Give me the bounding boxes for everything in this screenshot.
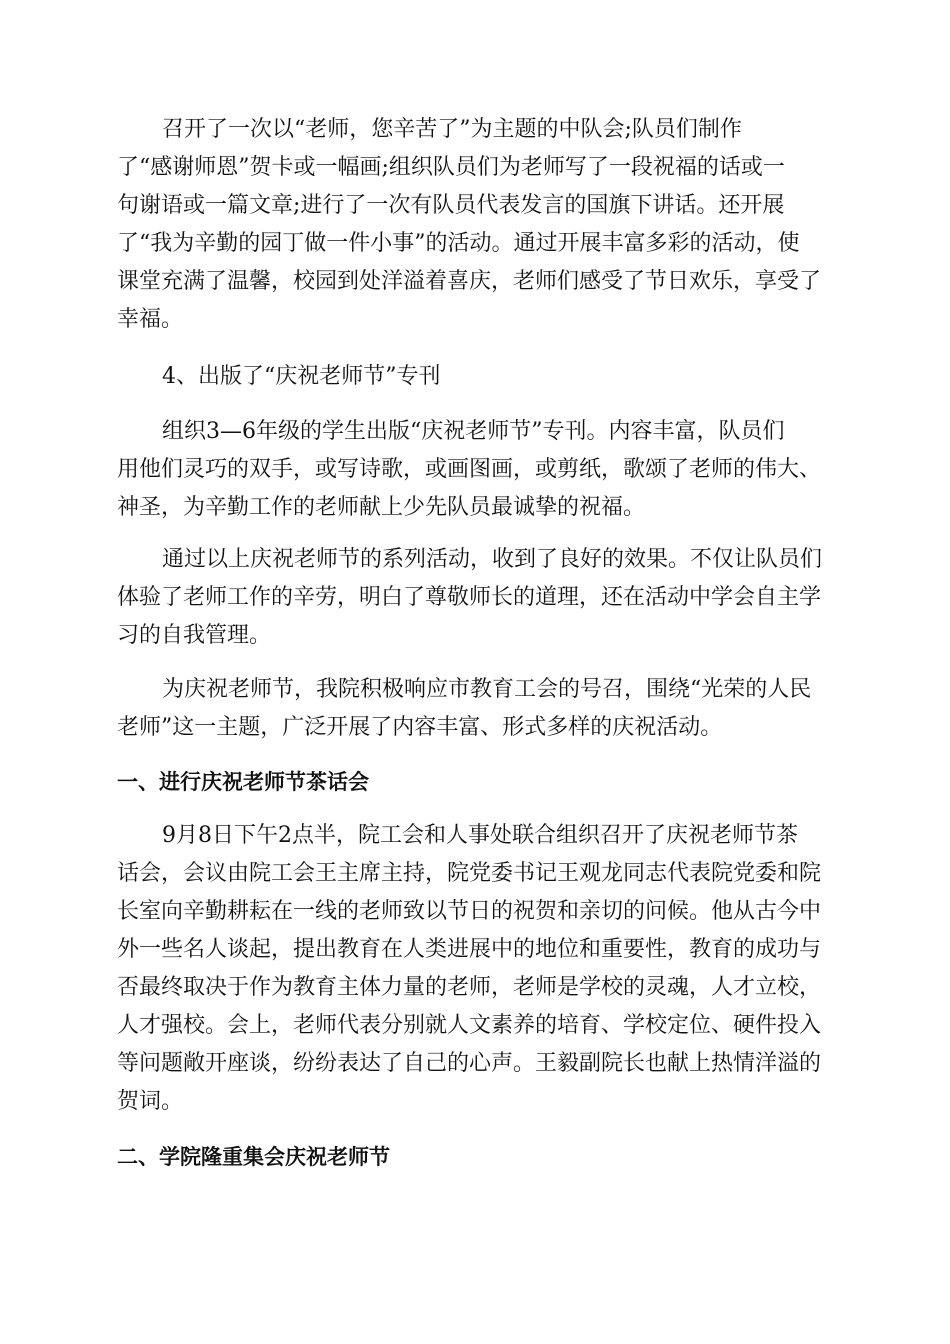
body-text-line: 通过以上庆祝老师节的系列活动，收到了良好的效果。不仅让队员们	[162, 547, 823, 572]
body-text-line: 组织3—6年级的学生出版“庆祝老师节”专刊。内容丰富，队员们	[162, 419, 785, 444]
body-text-line: 话会，会议由院工会王主席主持，院党委书记王观龙同志代表院党委和院	[117, 861, 822, 886]
body-text-line: 外一些名人谈起，提出教育在人类进展中的地位和重要性，教育的成功与	[117, 937, 822, 962]
body-text-line: 课堂充满了温馨，校园到处洋溢着喜庆，老师们感受了节日欢乐，享受了	[117, 269, 822, 294]
body-text-line: 人才强校。会上，老师代表分别就人文素养的培育、学校定位、硬件投入	[117, 1013, 822, 1038]
body-text-line: 体验了老师工作的辛劳，明白了尊敬师长的道理，还在活动中学会自主学	[117, 585, 822, 610]
body-text-line: 句谢语或一篇文章;进行了一次有队员代表发言的国旗下讲话。还开展	[117, 193, 785, 218]
body-text-line: 否最终取决于作为教育主体力量的老师，老师是学校的灵魂，人才立校，	[117, 975, 822, 1000]
body-text-line: 贺词。	[117, 1089, 184, 1114]
body-text-line: 神圣，为辛勤工作的老师献上少先队员最诚挚的祝福。	[117, 495, 646, 520]
body-text-line: 等问题敞开座谈，纷纷表达了自己的心声。王毅副院长也献上热情洋溢的	[117, 1051, 822, 1076]
section-heading: 一、进行庆祝老师节茶话会	[117, 770, 369, 794]
section-heading: 二、学院隆重集会庆祝老师节	[117, 1145, 390, 1169]
body-text-line: 了“我为辛勤的园丁做一件小事”的活动。通过开展丰富多彩的活动，使	[117, 231, 800, 256]
body-text-line: 老师”这一主题，广泛开展了内容丰富、形式多样的庆祝活动。	[117, 715, 723, 740]
body-text-line: 为庆祝老师节，我院积极响应市教育工会的号召，围绕“光荣的人民	[162, 677, 812, 702]
body-text-line: 了“感谢师恩”贺卡或一幅画;组织队员们为老师写了一段祝福的话或一	[117, 155, 785, 180]
body-text-line: 用他们灵巧的双手，或写诗歌，或画图画，或剪纸，歌颂了老师的伟大、	[117, 457, 822, 482]
body-text-line: 9月8日下午2点半，院工会和人事处联合组织召开了庆祝老师节茶	[162, 823, 798, 848]
body-text-line: 幸福。	[117, 307, 184, 332]
subsection-title: 4、出版了“庆祝老师节”专刊	[162, 364, 441, 389]
body-text-line: 长室向辛勤耕耘在一线的老师致以节日的祝贺和亲切的问候。他从古今中	[117, 899, 822, 924]
body-text-line: 习的自我管理。	[117, 623, 272, 648]
body-text-line: 召开了一次以“老师，您辛苦了”为主题的中队会;队员们制作	[162, 117, 742, 142]
